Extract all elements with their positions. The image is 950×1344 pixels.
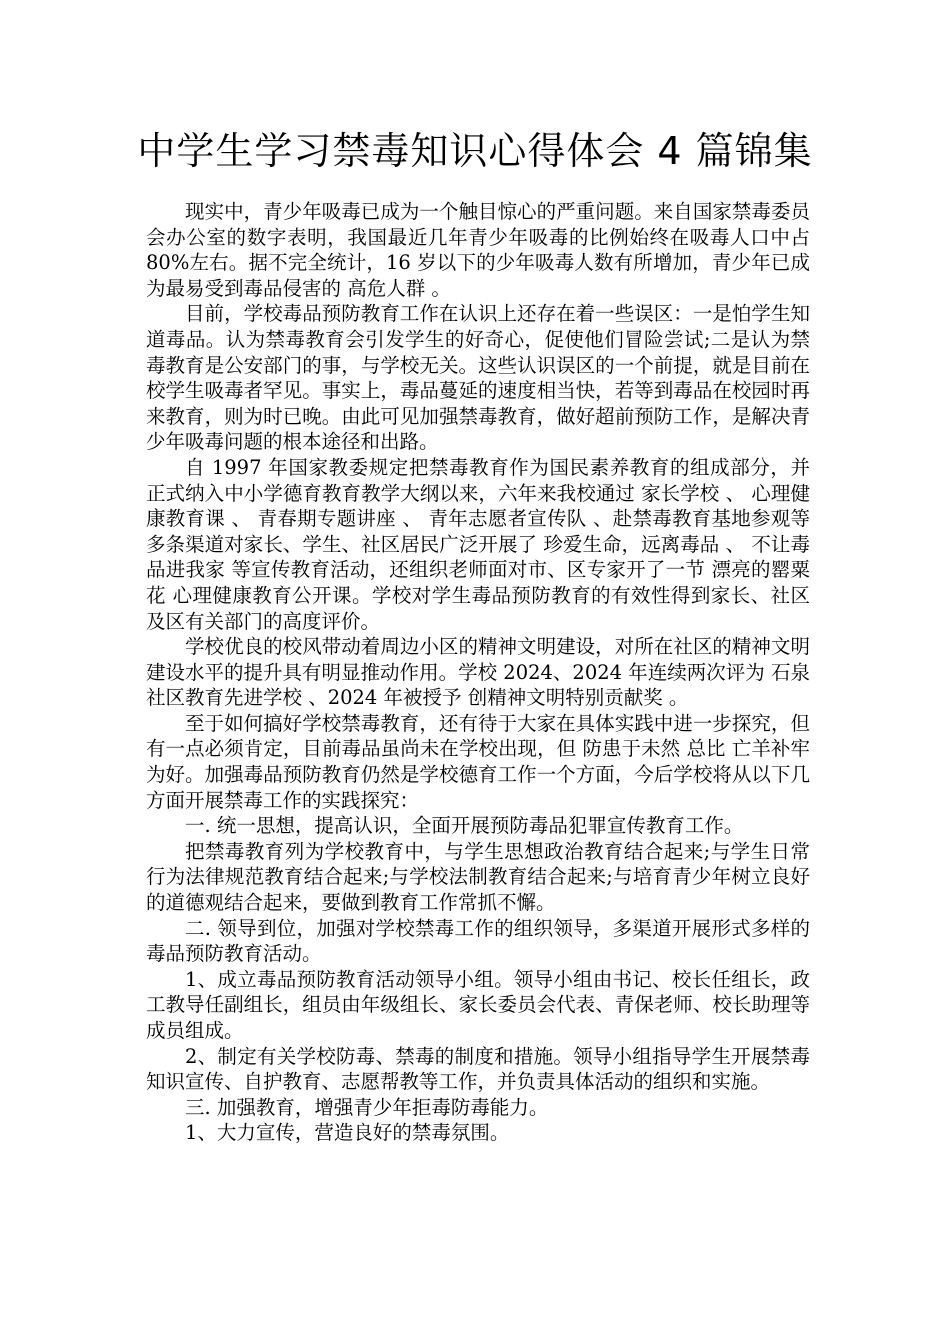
document-body bbox=[146, 199, 810, 1146]
paragraph: 至于如何搞好学校禁毒教育，还有待于大家在具体实践中进一步探究，但有一点必须肯定，目前毒品虽尚未在学校出现，但 防患于未然 总比 亡羊补牢 为好。加强毒品预防教育仍然是学校德育工作一个方面，今后学校将从以下几方面开展禁毒工作的实践探究： bbox=[146, 711, 810, 812]
paragraph: 二. 领导到位，加强对学校禁毒工作的组织领导，多渠道开展形式多样的毒品预防教育活动。 bbox=[146, 916, 810, 966]
paragraph: 目前，学校毒品预防教育工作在认识上还存在着一些误区：一是怕学生知道毒品。认为禁毒教育会引发学生的好奇心，促使他们冒险尝试;二是认为禁毒教育是公安部门的事，与学校无关。这些认识误区的一个前提，就是目前在校学生吸毒者罕见。事实上，毒品蔓延的速度相当快，若等到毒品在校园时再来教育，则为时已晚。由此可见加强禁毒教育，做好超前预防工作，是解决青少年吸毒问题的根本途径和出路。 bbox=[146, 302, 810, 454]
paragraph: 1、成立毒品预防教育活动领导小组。领导小组由书记、校长任组长，政工教导任副组长，组员由年级组长、家长委员会代表、青保老师、校长助理等成员组成。 bbox=[146, 967, 810, 1042]
paragraph: 2、制定有关学校防毒、禁毒的制度和措施。领导小组指导学生开展禁毒知识宣传、自护教育、志愿帮教等工作，并负责具体活动的组织和实施。 bbox=[146, 1044, 810, 1094]
paragraph: 三. 加强教育，增强青少年拒毒防毒能力。 bbox=[185, 1095, 549, 1119]
paragraph: 1、大力宣传，营造良好的禁毒氛围。 bbox=[185, 1121, 510, 1145]
paragraph: 一. 统一思想，提高认识，全面开展预防毒品犯罪宣传教育工作。 bbox=[185, 814, 744, 838]
paragraph: 学校优良的校风带动着周边小区的精神文明建设，对所在社区的精神文明建设水平的提升具有明显推动作用。学校 2024、2024 年连续两次评为 石泉社区教育先进学校 、2024 年被授予 创精神文明特别贡献奖 。 bbox=[146, 635, 810, 710]
paragraph: 把禁毒教育列为学校教育中，与学生思想政治教育结合起来;与学生日常行为法律规范教育结合起来;与学校法制教育结合起来;与培育青少年树立良好的道德观结合起来，要做到教育工作常抓不懈。 bbox=[146, 839, 810, 915]
paragraph: 自 1997 年国家教委规定把禁毒教育作为国民素养教育的组成部分，并正式纳入中小学德育教育教学大纲以来，六年来我校通过 家长学校 、 心理健康教育课 、 青春期专题讲座 、 青年志愿者宣传队 、赴禁毒教育基地参观等多条渠道对家长、学生、社区居民广泛开展了 珍爱生命，远离毒品 、 不让毒品进我家 等宣传教育活动，还组织老师面对市、区专家开了一节 漂亮的罂粟花 心理健康教育公开课。学校对学生毒品预防教育的有效性得到家长、社区及区有关部门的高度评价。 bbox=[146, 455, 810, 633]
document-title: 中学生学习禁毒知识心得体会 4 篇锦集 bbox=[137, 129, 813, 173]
paragraph: 现实中，青少年吸毒已成为一个触目惊心的严重问题。来自国家禁毒委员会办公室的数字表明，我国最近几年青少年吸毒的比例始终在吸毒人口中占 80%左右。据不完全统计，16 岁以下的少年吸毒人数有所增加，青少年已成为最易受到毒品侵害的 高危人群 。 bbox=[146, 200, 810, 300]
